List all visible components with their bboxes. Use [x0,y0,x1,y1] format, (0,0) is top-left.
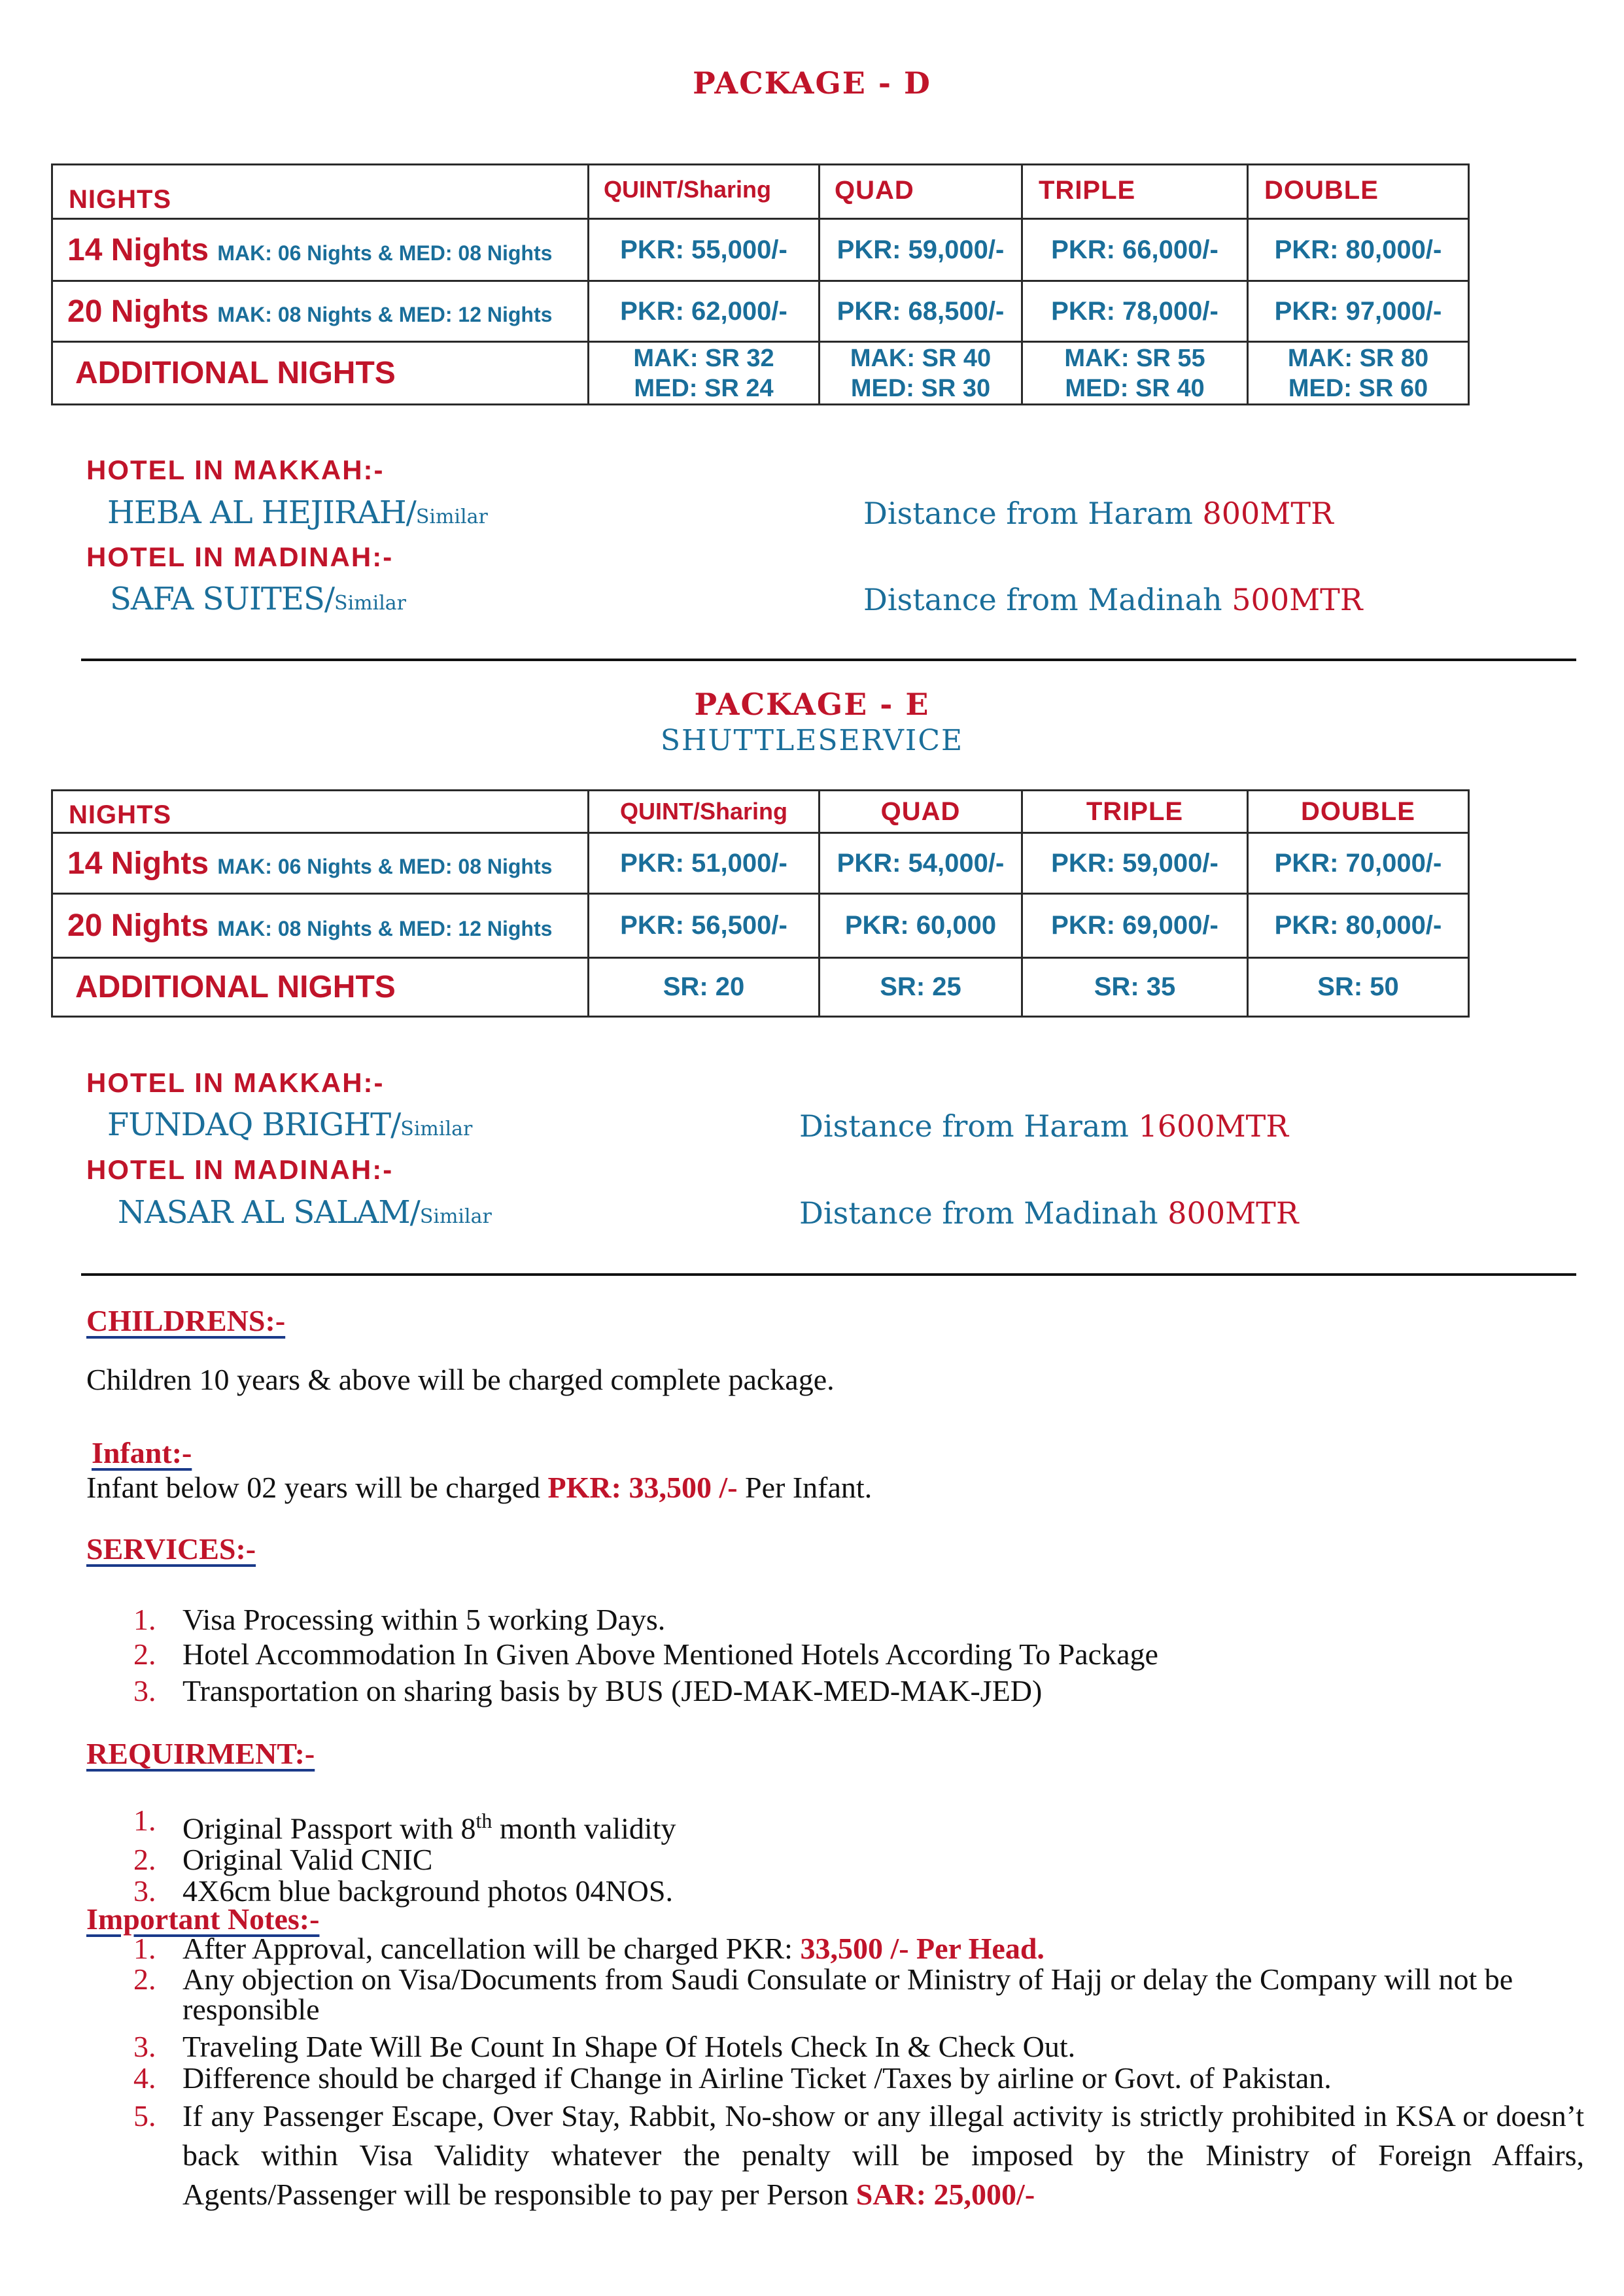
similar-note: Similar [419,1205,492,1228]
header-nights: NIGHTS [52,791,589,833]
additional-nights-label: ADDITIONAL NIGHTS [52,958,589,1017]
madinah-distance [799,1195,1299,1231]
list-text: Traveling Date Will Be Count In Shape Of Hotels Check In & Check Out. [182,2030,1076,2063]
additional-double [1248,342,1469,405]
additional-triple [1022,342,1248,405]
list-number: 2. [133,1843,156,1877]
table-header-row [52,165,1469,219]
header-quad: QUAD [820,791,1022,833]
list-item [86,1933,1584,1964]
list-item [86,1805,1591,1844]
makkah-distance [799,1108,1288,1144]
list-number: 2. [133,1637,156,1671]
additional-mak: MAK: SR 80 [1287,344,1429,372]
similar-note: Similar [334,592,407,615]
additional-triple: SR: 35 [1022,958,1248,1017]
list-number: 3. [133,1674,156,1707]
list-text: If any Passenger Escape, Over Stay, Rabbit, No-show or any illegal activity is strictly prohibited in KSA or doesn’t back within Visa Validity whatever the penalty will be imposed by the Ministry of Foreign Affairs, Agents/Passenger will be responsible to pay per Person [182,2099,1584,2211]
notes-list [86,1933,1584,2214]
infant-text-before: Infant below 02 years will be charged [86,1471,548,1504]
list-text: Original Valid CNIC [182,1843,433,1877]
additional-mak: MAK: SR 55 [1064,344,1205,372]
header-quad: QUAD [820,165,1022,219]
requirement-list [86,1805,1591,1907]
table-row-additional [52,342,1469,405]
row-detail: MAK: 08 Nights & MED: 12 Nights [217,917,553,940]
price-quad: PKR: 68,500/- [820,281,1022,342]
list-number: 4. [133,2061,156,2095]
table-row [52,219,1469,281]
makkah-distance [863,496,1334,531]
distance-value: 1600MTR [1138,1108,1288,1144]
similar-note: Similar [400,1118,473,1140]
additional-med: MED: SR 40 [1065,374,1205,402]
additional-quad [820,342,1022,405]
distance-value: 800MTR [1167,1195,1299,1231]
additional-mak: MAK: SR 32 [633,344,774,372]
table-row [52,894,1469,958]
distance-text: Distance from Haram [799,1108,1139,1144]
requirement-heading: REQUIRMENT:- [86,1737,315,1770]
madinah-distance [863,582,1363,617]
row-label [52,281,589,342]
package-d-table [51,163,1470,405]
row-detail: MAK: 06 Nights & MED: 08 Nights [217,854,553,878]
makkah-hotel-label: HOTEL IN MAKKAH:- [86,1067,385,1098]
additional-quad: SR: 25 [820,958,1022,1017]
price-triple: PKR: 69,000/- [1022,894,1248,958]
makkah-hotel-name [107,494,488,531]
list-number: 5. [133,2099,156,2133]
list-text: Difference should be charged if Change in Airline Ticket /Taxes by airline or Govt. of Pakistan. [182,2061,1332,2095]
divider [81,1273,1576,1276]
list-text: Hotel Accommodation In Given Above Mentioned Hotels According To Package [182,1637,1158,1671]
list-text: After Approval, cancellation will be charged PKR: [182,1932,801,1965]
price-double: PKR: 80,000/- [1248,894,1469,958]
additional-quint: SR: 20 [589,958,820,1017]
list-text: 4X6cm blue background photos 04NOS. [182,1874,673,1908]
list-item [86,1637,1591,1671]
infant-heading: Infant:- [92,1436,192,1469]
price-quint: PKR: 55,000/- [589,219,820,281]
price-quad: PKR: 59,000/- [820,219,1022,281]
cancellation-amount: 33,500 /- Per Head. [800,1932,1045,1965]
row-nights: 20 Nights [67,294,209,329]
list-number: 3. [133,2030,156,2063]
madinah-hotel-label: HOTEL IN MADINAH:- [86,541,394,572]
services-list [86,1602,1591,1708]
additional-quint [589,342,820,405]
header-nights: NIGHTS [52,165,589,219]
list-text: month validity [492,1811,676,1845]
header-quint: QUINT/Sharing [589,165,820,219]
madinah-hotel-name [118,1194,492,1231]
distance-value: 500MTR [1232,582,1363,617]
table-row [52,281,1469,342]
penalty-amount: SAR: 25,000/- [855,2178,1035,2211]
additional-nights-label: ADDITIONAL NIGHTS [52,342,589,405]
list-number: 2. [133,1962,156,1996]
list-text: Original Passport with 8 [182,1811,476,1845]
infant-amount: PKR: 33,500 /- [547,1471,738,1504]
services-heading: SERVICES:- [86,1532,256,1566]
additional-mak: MAK: SR 40 [850,344,992,372]
header-double: DOUBLE [1248,165,1469,219]
package-e-title: PACKAGE - E [694,687,930,722]
row-label [52,219,589,281]
price-double: PKR: 70,000/- [1248,833,1469,894]
list-item [86,1673,1591,1708]
distance-text: Distance from Madinah [863,582,1232,617]
hotel-name: HEBA AL HEJIRAH/ [107,494,416,531]
list-item [86,2063,1584,2094]
childrens-text: Children 10 years & above will be charged complete package. [86,1363,835,1396]
price-double: PKR: 97,000/- [1248,281,1469,342]
important-notes-heading: Important Notes:- [86,1902,320,1936]
madinah-hotel-name [110,581,406,617]
infant-text-after: Per Infant. [737,1471,872,1504]
distance-value: 800MTR [1202,496,1334,531]
distance-text: Distance from Haram [863,496,1203,531]
table-header-row [52,791,1469,833]
infant-text [86,1470,872,1505]
list-number: 1. [133,1603,156,1636]
divider [81,659,1576,661]
hotel-name: SAFA SUITES/ [110,581,335,617]
additional-med: MED: SR 24 [634,374,774,402]
price-triple: PKR: 59,000/- [1022,833,1248,894]
list-item [86,1602,1591,1637]
hotel-name: FUNDAQ BRIGHT/ [107,1106,401,1143]
row-detail: MAK: 08 Nights & MED: 12 Nights [217,302,553,326]
list-text: Any objection on Visa/Documents from Saudi Consulate or Ministry of Hajj or delay the Company will not be responsible [182,1962,1513,2026]
package-d-title: PACKAGE - D [693,65,931,101]
price-triple: PKR: 66,000/- [1022,219,1248,281]
row-nights: 20 Nights [67,908,209,943]
distance-text: Distance from Madinah [799,1195,1168,1231]
makkah-hotel-label: HOTEL IN MAKKAH:- [86,454,385,485]
list-item [86,1964,1584,2025]
package-e-subtitle: SHUTTLESERVICE [660,724,964,757]
childrens-heading: CHILDRENS:- [86,1304,286,1337]
header-double: DOUBLE [1248,791,1469,833]
madinah-hotel-label: HOTEL IN MADINAH:- [86,1154,394,1185]
table-row [52,833,1469,894]
list-text: Visa Processing within 5 working Days. [182,1603,666,1636]
list-number: 1. [133,1932,156,1965]
list-number: 1. [133,1804,156,1837]
additional-med: MED: SR 60 [1288,374,1428,402]
list-item [86,2031,1584,2063]
table-row-additional [52,958,1469,1017]
price-quint: PKR: 62,000/- [589,281,820,342]
row-label [52,833,589,894]
row-nights: 14 Nights [67,846,209,881]
superscript: th [475,1809,492,1832]
package-e-table [51,789,1470,1018]
price-quint: PKR: 51,000/- [589,833,820,894]
header-triple: TRIPLE [1022,165,1248,219]
additional-double: SR: 50 [1248,958,1469,1017]
price-quad: PKR: 60,000 [820,894,1022,958]
price-quint: PKR: 56,500/- [589,894,820,958]
price-triple: PKR: 78,000/- [1022,281,1248,342]
header-quint: QUINT/Sharing [589,791,820,833]
similar-note: Similar [415,505,488,528]
list-item [86,1844,1591,1876]
price-double: PKR: 80,000/- [1248,219,1469,281]
additional-med: MED: SR 30 [850,374,991,402]
hotel-name: NASAR AL SALAM/ [118,1194,420,1231]
list-number: 3. [133,1874,156,1908]
makkah-hotel-name [107,1106,472,1143]
row-detail: MAK: 06 Nights & MED: 08 Nights [217,241,553,265]
row-nights: 14 Nights [67,232,209,267]
list-text: Transportation on sharing basis by BUS (JED-MAK-MED-MAK-JED) [182,1674,1043,1707]
row-label [52,894,589,958]
list-item [86,2097,1584,2214]
price-quad: PKR: 54,000/- [820,833,1022,894]
header-triple: TRIPLE [1022,791,1248,833]
